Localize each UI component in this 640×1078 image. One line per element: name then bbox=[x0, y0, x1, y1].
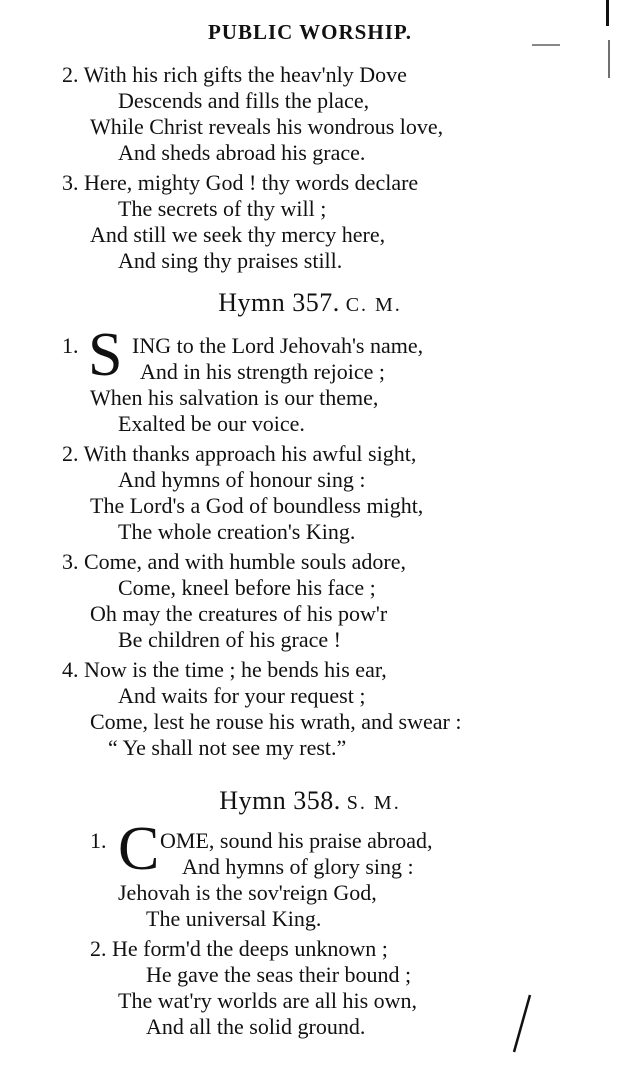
stanza-line: And waits for your request ; bbox=[118, 683, 366, 708]
stanza-line: The wat'ry worlds are all his own, bbox=[118, 988, 418, 1013]
hymn-number: Hymn 357. bbox=[218, 288, 340, 317]
scan-mark bbox=[608, 40, 610, 78]
stanza-line: And still we seek thy mercy here, bbox=[90, 222, 386, 247]
stanza-line: And all the solid ground. bbox=[146, 1014, 366, 1039]
stanza-line: Exalted be our voice. bbox=[118, 411, 305, 436]
verse-text: He form'd the deeps unknown ; bbox=[112, 936, 388, 961]
stanza-line: And in his strength rejoice ; bbox=[140, 359, 386, 384]
drop-cap: S bbox=[88, 321, 123, 389]
stanza-line: And hymns of glory sing : bbox=[182, 854, 414, 879]
stanza-line bbox=[62, 441, 416, 467]
stanza-number: 4. bbox=[62, 657, 79, 682]
stanza-line bbox=[62, 549, 406, 575]
drop-cap: C bbox=[118, 815, 160, 883]
hymn-title bbox=[0, 786, 620, 816]
stanza-line: ING to the Lord Jehovah's name, bbox=[132, 333, 424, 358]
stanza-line: Be children of his grace ! bbox=[118, 627, 341, 652]
stanza-number: 2. bbox=[90, 936, 107, 961]
stanza-line: Jehovah is the sov'reign God, bbox=[118, 880, 377, 905]
hymn-meter: C. M. bbox=[345, 294, 402, 316]
stanza-line: Oh may the creatures of his pow'r bbox=[90, 601, 388, 626]
verse-text: Here, mighty God ! thy words declare bbox=[84, 170, 419, 195]
stanza-line bbox=[62, 62, 407, 88]
stanza-line: Come, kneel before his face ; bbox=[118, 575, 376, 600]
stanza-number: 3. bbox=[62, 549, 79, 574]
stanza-line: He gave the seas their bound ; bbox=[146, 962, 412, 987]
stanza-line bbox=[90, 936, 388, 962]
stanza-line: The secrets of thy will ; bbox=[118, 196, 327, 221]
stanza-number: 1. bbox=[62, 333, 79, 358]
stanza-line: The Lord's a God of boundless might, bbox=[90, 493, 424, 518]
stanza-number: 2. bbox=[62, 62, 79, 87]
verse-text: Come, and with humble souls adore, bbox=[84, 549, 407, 574]
scan-mark bbox=[532, 44, 560, 46]
verse-text: Now is the time ; he bends his ear, bbox=[84, 657, 387, 682]
stanza-line: When his salvation is our theme, bbox=[90, 385, 379, 410]
running-head: PUBLIC WORSHIP. bbox=[207, 20, 413, 44]
stanza-line: And hymns of honour sing : bbox=[118, 467, 366, 492]
stanza-line: And sheds abroad his grace. bbox=[118, 140, 366, 165]
hymn-meter: S. M. bbox=[346, 792, 401, 814]
verse-text: With thanks approach his awful sight, bbox=[83, 441, 417, 466]
stanza-line: Descends and fills the place, bbox=[118, 88, 370, 113]
stanza-number: 2. bbox=[62, 441, 79, 466]
stanza-number: 1. bbox=[90, 828, 107, 853]
verse-text: With his rich gifts the heav'nly Dove bbox=[83, 62, 407, 87]
stanza-line: Come, lest he rouse his wrath, and swear : bbox=[90, 709, 462, 734]
stanza-line: The universal King. bbox=[146, 906, 322, 931]
stanza-line: And sing thy praises still. bbox=[118, 248, 343, 273]
stanza-line: While Christ reveals his wondrous love, bbox=[90, 114, 444, 139]
stanza-line: The whole creation's King. bbox=[118, 519, 356, 544]
scan-mark bbox=[606, 0, 609, 26]
stanza-line: “ Ye shall not see my rest.” bbox=[108, 735, 347, 760]
stanza-line bbox=[62, 657, 387, 683]
stanza-line bbox=[62, 170, 418, 196]
hymn-number: Hymn 358. bbox=[219, 786, 341, 815]
stanza-line: OME, sound his praise abroad, bbox=[160, 828, 433, 853]
hymn-title bbox=[0, 288, 620, 318]
stanza-number: 3. bbox=[62, 170, 79, 195]
scan-stroke bbox=[500, 990, 540, 1060]
